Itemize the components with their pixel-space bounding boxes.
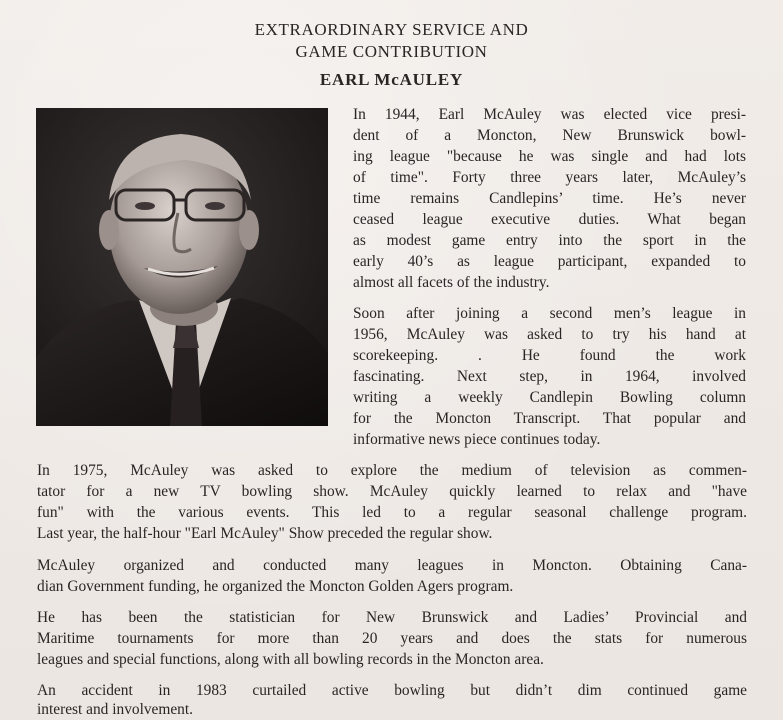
column-text-line: time remains Candlepins’ time. He’s never <box>353 190 746 207</box>
body-text-line: He has been the statistician for New Brunswick and Ladies’ Provincial and <box>37 609 747 626</box>
body-text-line: An accident in 1983 curtailed active bowling but didn’t dim continued game <box>37 682 747 699</box>
body-text-line: McAuley organized and conducted many leagues in Moncton. Obtaining Cana- <box>37 557 747 574</box>
column-text-line: scorekeeping. . He found the work <box>353 347 746 364</box>
body-text-line: dian Government funding, he organized the Moncton Golden Agers program. <box>37 578 514 595</box>
body-text-line: Last year, the half-hour "Earl McAuley" Show preceded the regular show. <box>37 525 493 542</box>
column-text-line: informative news piece continues today. <box>353 431 601 448</box>
column-text-line: ceased league executive duties. What began <box>353 211 746 228</box>
column-text-line: as modest game entry into the sport in the <box>353 232 746 249</box>
body-text-line: fun" with the various events. This led to a regular seasonal challenge program. <box>37 504 747 521</box>
body-text-line: leagues and special functions, along with all bowling records in the Moncton area. <box>37 651 544 668</box>
column-text-line: of time". Forty three years later, McAuley’s <box>353 169 746 186</box>
body-text-line: In 1975, McAuley was asked to explore the medium of television as commen- <box>37 462 747 479</box>
section-title-line-2: GAME CONTRIBUTION <box>295 42 488 61</box>
column-text-line: writing a weekly Candlepin Bowling column <box>353 389 746 406</box>
body-text-line: interest and involvement. <box>37 701 194 718</box>
portrait-photo <box>36 108 328 426</box>
section-title-line-1: EXTRAORDINARY SERVICE AND <box>254 20 529 39</box>
column-text-line: for the Moncton Transcript. That popular and <box>353 410 746 427</box>
column-text-line: dent of a Moncton, New Brunswick bowl- <box>353 127 746 144</box>
body-text-line: tator for a new TV bowling show. McAuley quickly learned to relax and "have <box>37 483 747 500</box>
column-text-line: ing league "because he was single and had lots <box>353 148 746 165</box>
column-text-line: almost all facets of the industry. <box>353 274 550 291</box>
person-name-heading: EARL McAULEY <box>319 70 464 89</box>
body-text-line: Maritime tournaments for more than 20 years and does the stats for numerous <box>37 630 747 647</box>
column-text-line: Soon after joining a second men’s league in <box>353 305 746 322</box>
column-text-line: early 40’s as league participant, expanded to <box>353 253 746 270</box>
column-text-line: fascinating. Next step, in 1964, involved <box>353 368 746 385</box>
column-text-line: 1956, McAuley was asked to try his hand at <box>353 326 746 343</box>
column-text-line: In 1944, Earl McAuley was elected vice presi- <box>353 106 746 123</box>
